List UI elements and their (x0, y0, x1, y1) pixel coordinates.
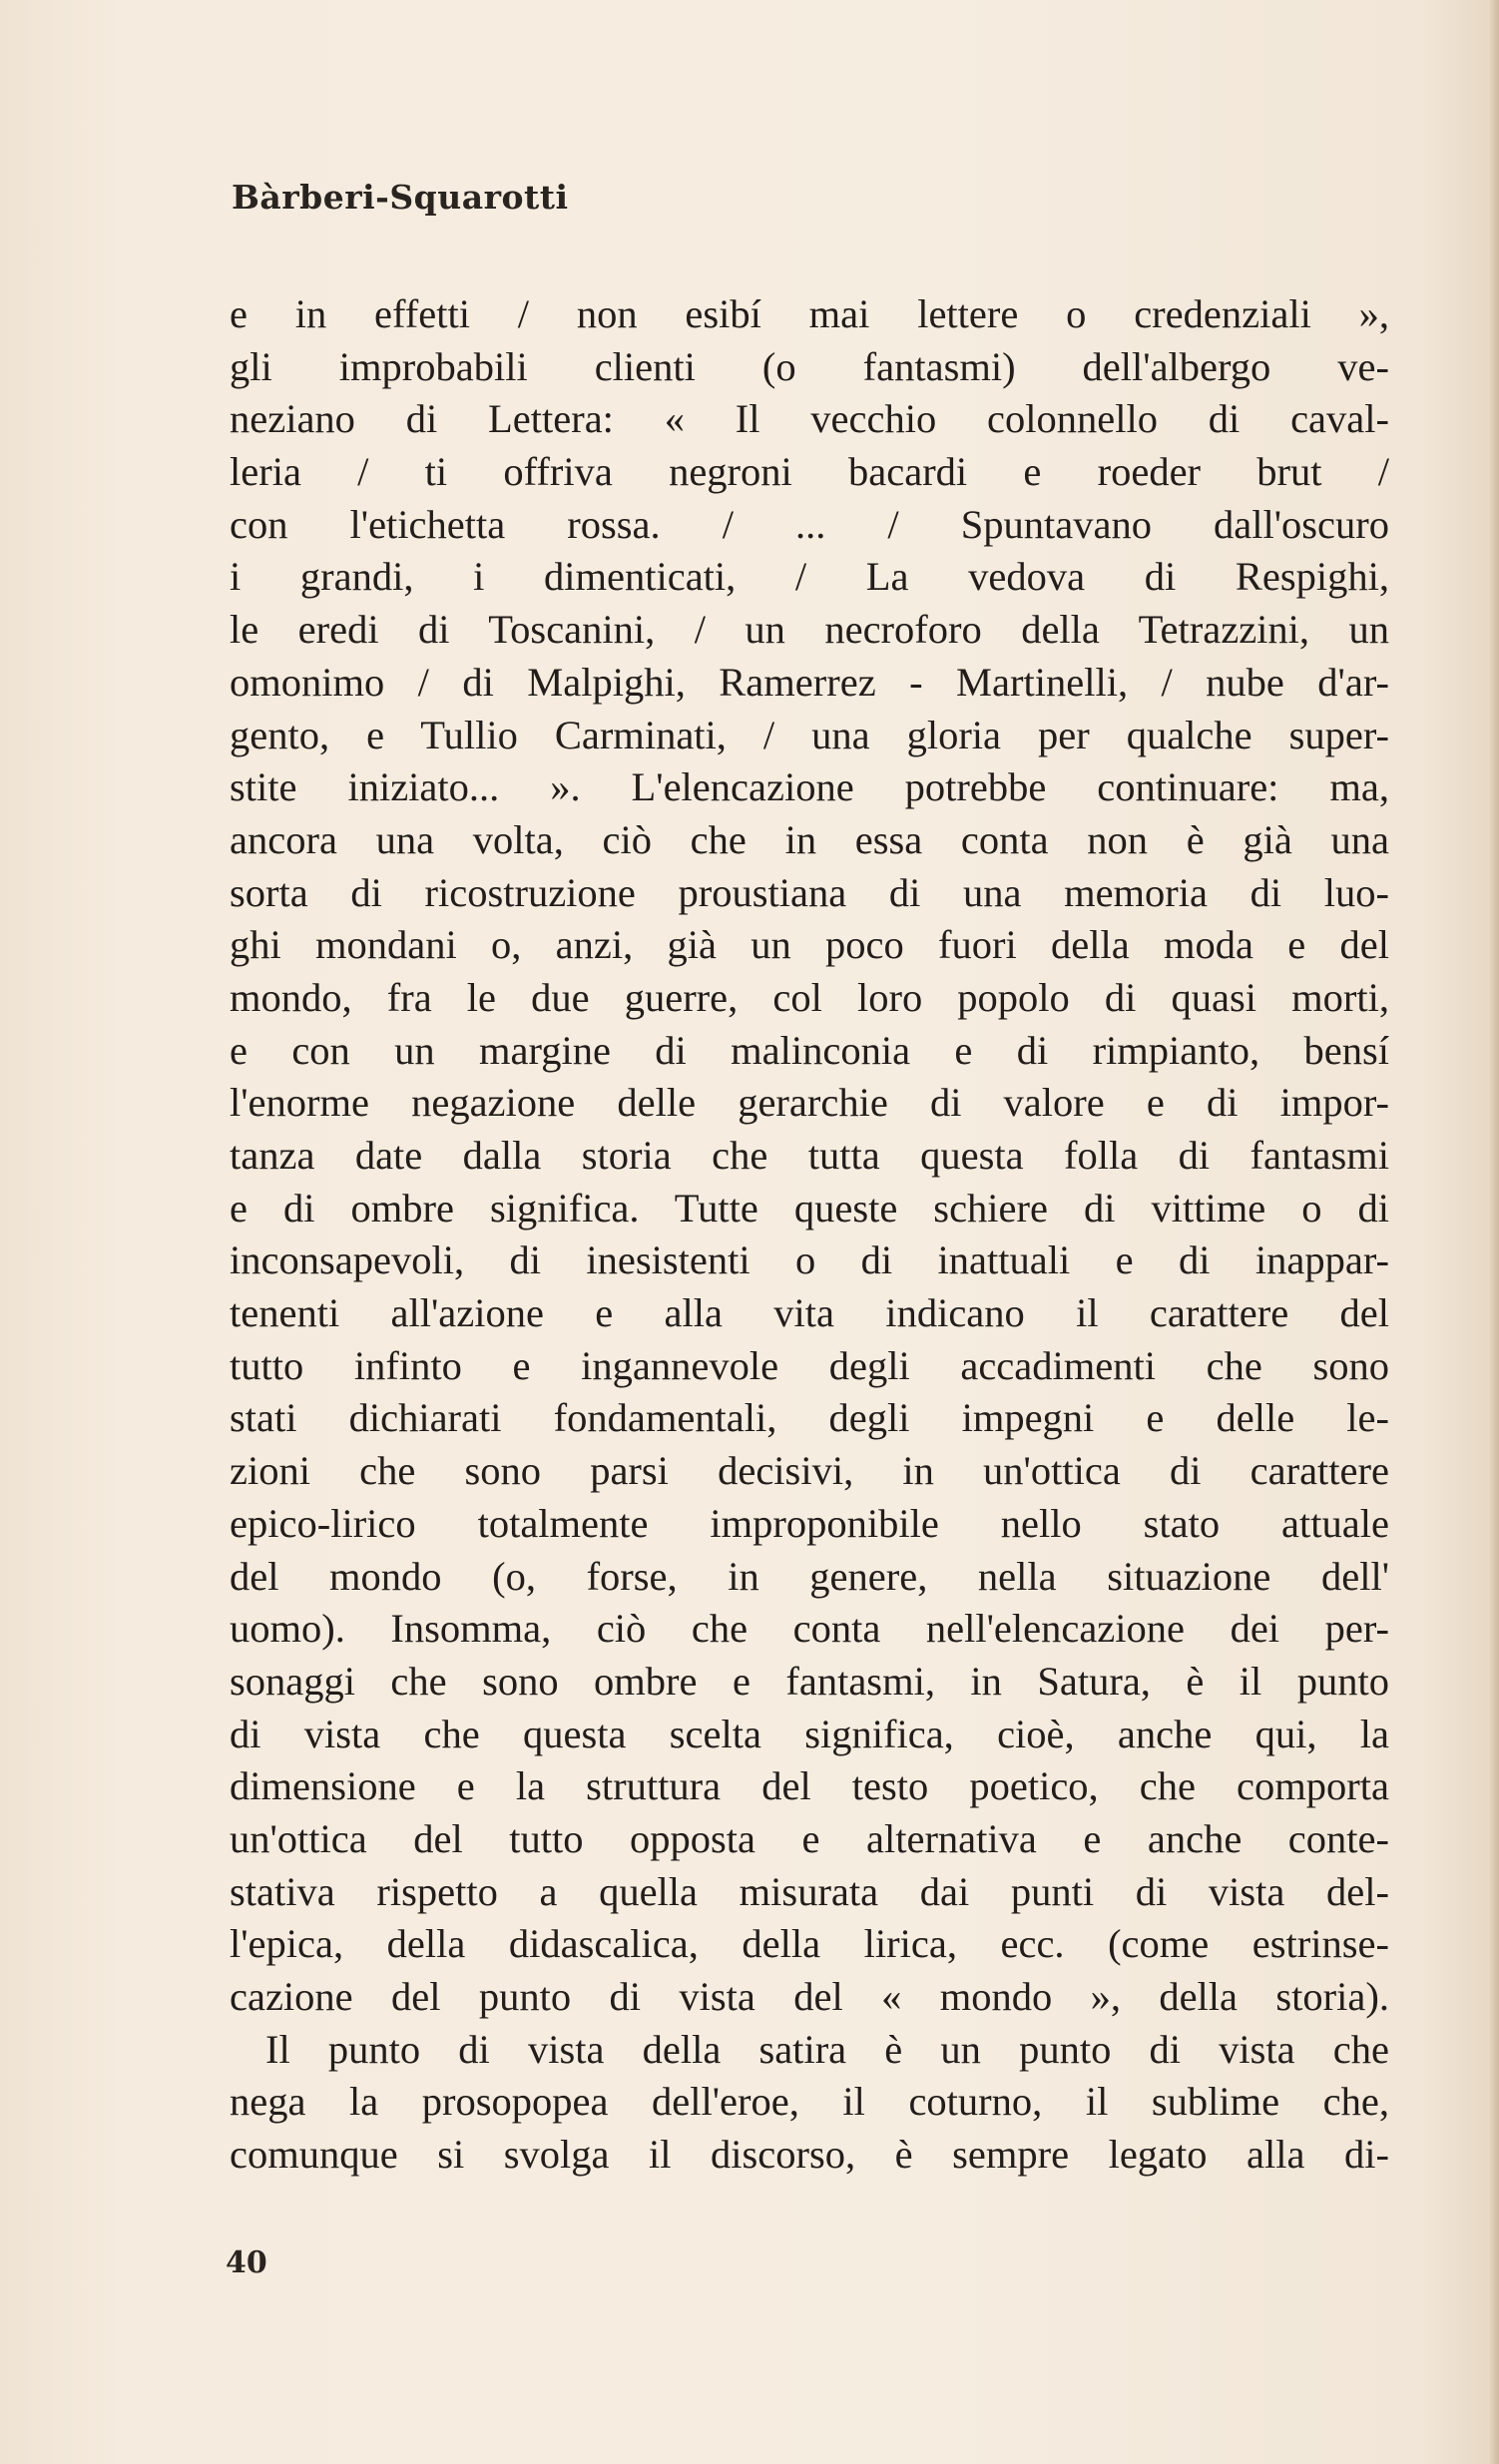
text-line: di vista che questa scelta significa, cioè, anche qui, la (230, 1711, 1389, 1756)
text-line: stati dichiarati fondamentali, degli impegni e delle le- (230, 1395, 1389, 1441)
text-line: dimensione e la struttura del testo poetico, che comporta (230, 1763, 1389, 1809)
text-line: e di ombre significa. Tutte queste schiere di vittime o di (230, 1185, 1389, 1231)
text-line: e con un margine di malinconia e di rimpianto, bensí (230, 1027, 1389, 1073)
text-line: Il punto di vista della satira è un punto di vista che (265, 2026, 1389, 2072)
text-line: sorta di ricostruzione proustiana di una memoria di luo- (230, 869, 1389, 915)
text-line: ghi mondani o, anzi, già un poco fuori della moda e del (230, 922, 1389, 968)
text-line: i grandi, i dimenticati, / La vedova di Respighi, (230, 554, 1389, 600)
text-line: gento, e Tullio Carminati, / una gloria per qualche super- (230, 712, 1389, 757)
text-line: gli improbabili clienti (o fantasmi) dell'albergo ve- (230, 343, 1389, 389)
text-line: mondo, fra le due guerre, col loro popolo di quasi morti, (230, 974, 1389, 1020)
page-edge (1489, 0, 1499, 2464)
text-line: cazione del punto di vista del « mondo », della storia). (230, 1974, 1389, 2019)
text-line: omonimo / di Malpighi, Ramerrez - Martinelli, / nube d'ar- (230, 659, 1389, 705)
body-text (230, 288, 1389, 2182)
text-line: tutto infinto e ingannevole degli accadimenti che sono (230, 1342, 1389, 1388)
text-line: sonaggi che sono ombre e fantasmi, in Satura, è il punto (230, 1658, 1389, 1704)
text-line: ancora una volta, ciò che in essa conta non è già una (230, 816, 1389, 862)
text-line: l'enorme negazione delle gerarchie di valore e di impor- (230, 1080, 1389, 1126)
text-line: comunque si svolga il discorso, è sempre legato alla di- (230, 2132, 1389, 2178)
text-line: leria / ti offriva negroni bacardi e roeder brut / (230, 449, 1389, 495)
text-line: neziano di Lettera: « Il vecchio colonnello di caval- (230, 396, 1389, 442)
text-line: del mondo (o, forse, in genere, nella situazione dell' (230, 1553, 1389, 1599)
text-line: un'ottica del tutto opposta e alternativa e anche conte- (230, 1815, 1389, 1861)
text-line: uomo). Insomma, ciò che conta nell'elencazione dei per- (230, 1606, 1389, 1652)
text-line: epico-lirico totalmente improponibile nello stato attuale (230, 1500, 1389, 1546)
text-line: tenenti all'azione e alla vita indicano il carattere del (230, 1290, 1389, 1336)
page-number: 40 (226, 2245, 267, 2280)
text-line: stite iniziato... ». L'elencazione potrebbe continuare: ma, (230, 764, 1389, 810)
text-line: nega la prosopopea dell'eroe, il coturno, il sublime che, (230, 2079, 1389, 2125)
text-line: stativa rispetto a quella misurata dai punti di vista del- (230, 1868, 1389, 1914)
text-line: le eredi di Toscanini, / un necroforo della Tetrazzini, un (230, 607, 1389, 653)
text-line: inconsapevoli, di inesistenti o di inattuali e di inappar- (230, 1237, 1389, 1283)
text-line: con l'etichetta rossa. / ... / Spuntavano dall'oscuro (230, 501, 1389, 547)
text-line: e in effetti / non esibí mai lettere o credenziali », (230, 291, 1389, 336)
text-line: l'epica, della didascalica, della lirica, ecc. (come estrinse- (230, 1921, 1389, 1967)
text-line: tanza date dalla storia che tutta questa folla di fantasmi (230, 1133, 1389, 1178)
running-head: Bàrberi-Squarotti (232, 178, 569, 217)
text-line: zioni che sono parsi decisivi, in un'ottica di carattere (230, 1448, 1389, 1494)
